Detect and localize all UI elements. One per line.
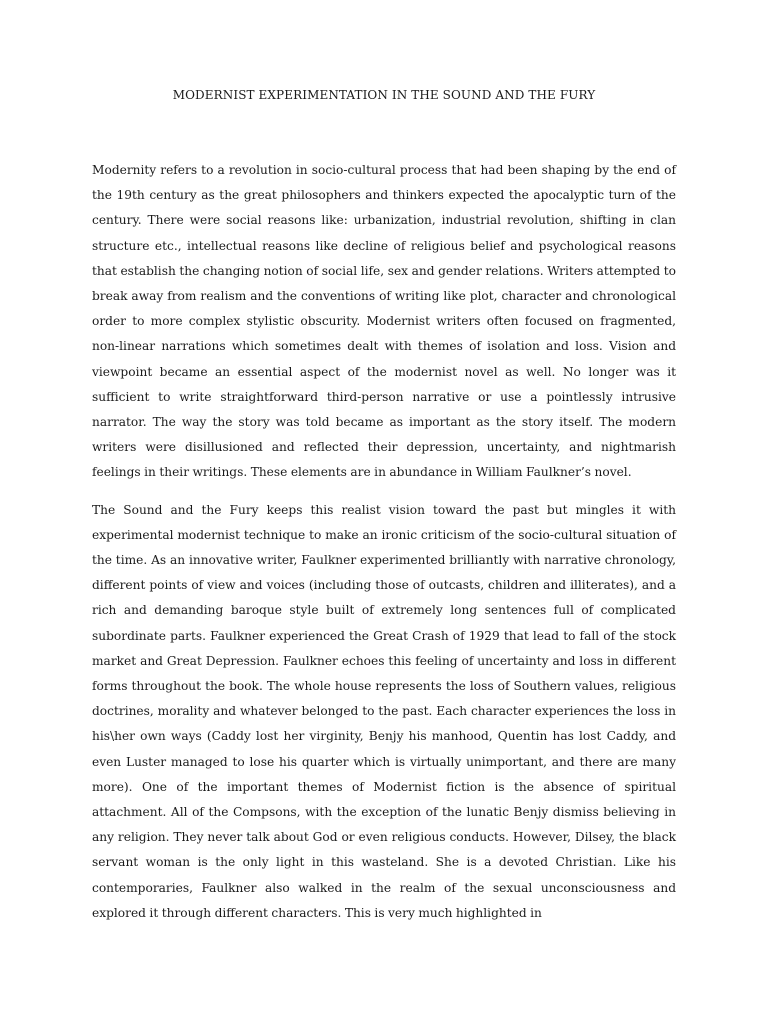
document-title: MODERNIST EXPERIMENTATION IN THE SOUND AND THE FURY xyxy=(172,88,596,102)
paragraph-1: Modernity refers to a revolution in socio-cultural process that had been shaping by the end of the 19th century as the great philosophers and thinkers expected the apocalyptic turn of the century. There were social reasons like: urbanization, industrial revolution, shifting in clan structure etc., intellectual reasons like decline of religious belief and psychological reasons that establish the changing notion of social life, sex and gender relations. Writers attempted to break away from realism and the conventions of writing like plot, character and chronological order to more complex stylistic obscurity. Modernist writers often focused on fragmented, non-linear narrations which sometimes dealt with themes of isolation and loss. Vision and viewpoint became an essential aspect of the modernist novel as well. No longer was it sufficient to write straightforward third-person narrative or use a pointlessly intrusive narrator. The way the story was told became as important as the story itself. The modern writers were disillusioned and reflected their depression, uncertainty, and nightmarish feelings in their writings. These elements are in abundance in William Faulkner’s novel. xyxy=(92,163,676,480)
paragraph-2: The Sound and the Fury keeps this realist vision toward the past but mingles it with experimental modernist technique to make an ironic criticism of the socio-cultural situation of the time. As an innovative writer, Faulkner experimented brilliantly with narrative chronology, different points of view and voices (including those of outcasts, children and illiterates), and a rich and demanding baroque style built of extremely long sentences full of complicated subordinate parts. Faulkner experienced the Great Crash of 1929 that lead to fall of the stock market and Great Depression. Faulkner echoes this feeling of uncertainty and loss in different forms throughout the book. The whole house represents the loss of Southern values, religious doctrines, morality and whatever belonged to the past. Each character experiences the loss in his\her own ways (Caddy lost her virginity, Benjy his manhood, Quentin has lost Caddy, and even Luster managed to lose his quarter which is virtually unimportant, and there are many more). One of the important themes of Modernist fiction is the absence of spiritual attachment. All of the Compsons, with the exception of the lunatic Benjy dismiss believing in any religion. They never talk about God or even religious conducts. However, Dilsey, the black servant woman is the only light in this wasteland. She is a devoted Christian. Like his contemporaries, Faulkner also walked in the realm of the sexual unconsciousness and explored it through different characters. This is very much highlighted in xyxy=(92,502,676,920)
document-body xyxy=(92,158,676,938)
